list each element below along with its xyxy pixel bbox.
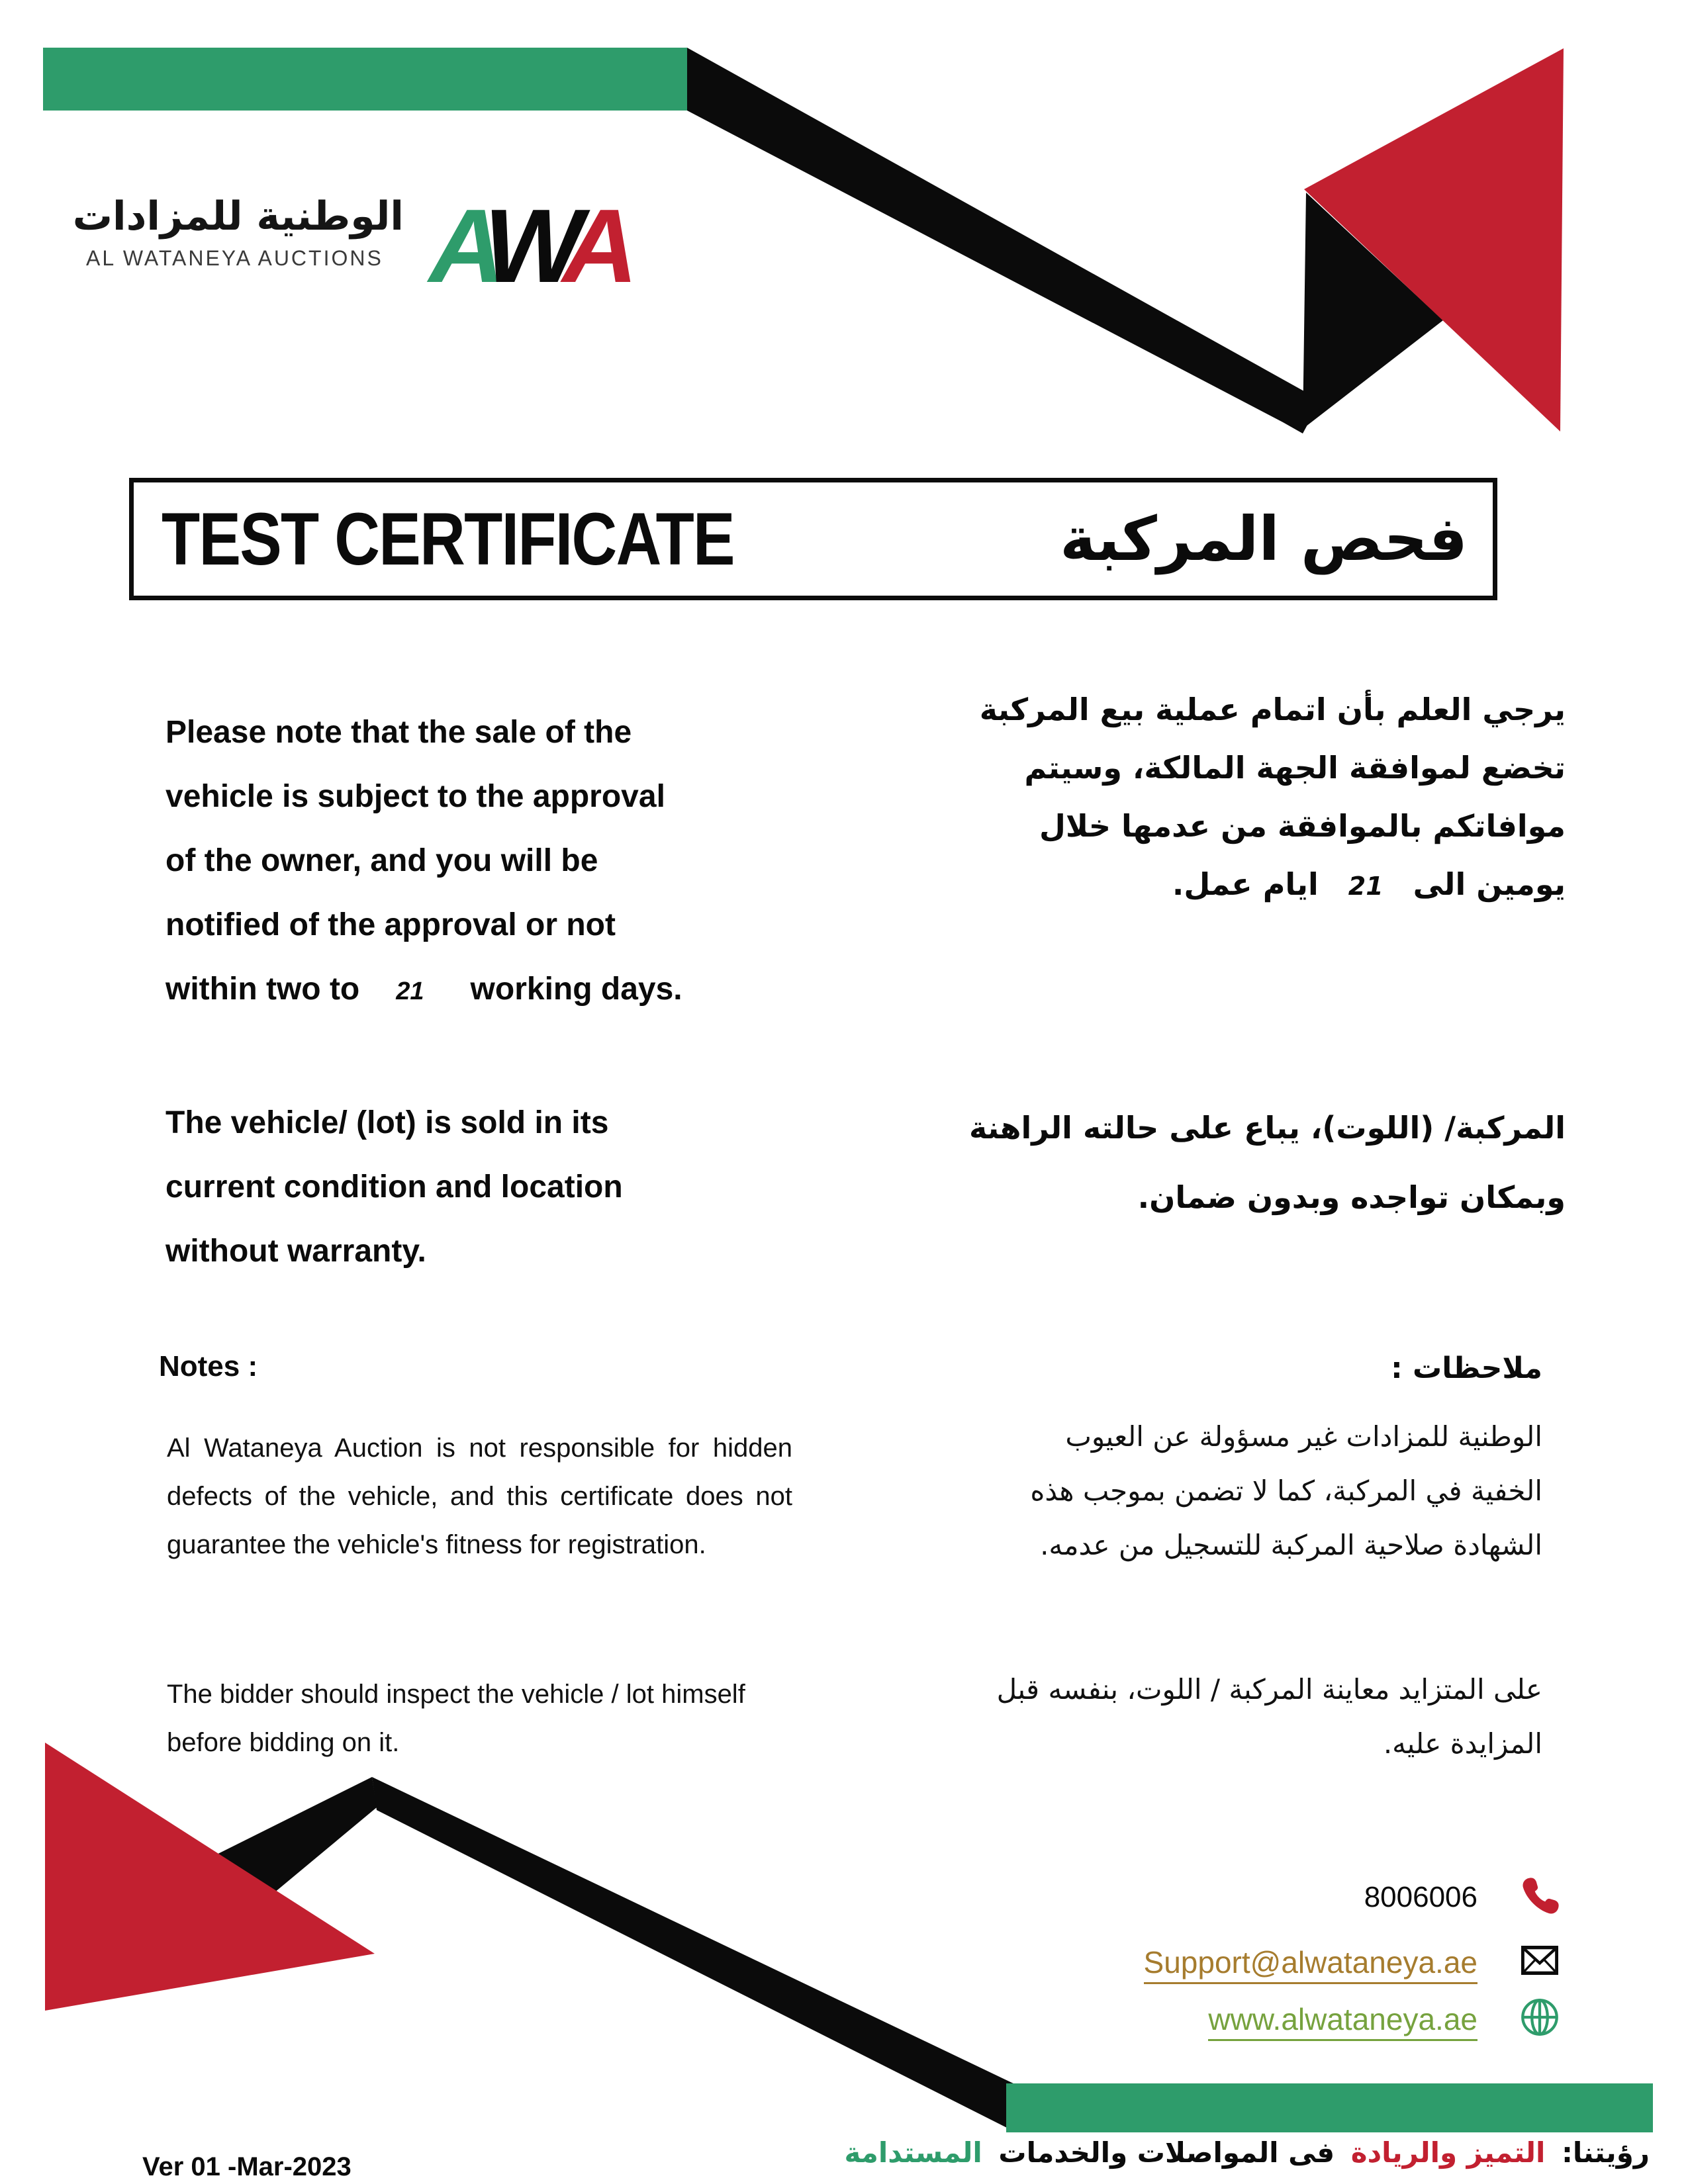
awa-monogram-logo [429,188,624,304]
text-line: على المتزايد معاينة المركبة / اللوت، بنفسه قبل [996,1673,1542,1706]
note-responsibility-english: Al Wataneya Auction is not responsible for hidden defects of the vehicle, and this certificate does not guarantee the vehicle's fitness for registration. [167,1433,792,1559]
support-email-row [1144,1944,1477,1984]
text-line: موافاتكم بالموافقة من عدمها خلال [1039,808,1566,844]
email-icon [1521,1946,1558,1975]
approval-paragraph-arabic [980,680,1566,915]
logo-letter-a-green: A [429,188,485,304]
days-suffix-ar: ايام عمل. [1172,866,1319,902]
notes-heading-english: Notes : [159,1350,258,1383]
note-inspection-arabic [997,1662,1542,1771]
text-line: المركبة/ (اللوت)، يباع على حالته الراهنة [968,1110,1566,1146]
support-email-link[interactable]: Support@alwataneya.ae [1144,1944,1477,1984]
text-line: الخفية في المركبة، كما لا تضمن بموجب هذه [1030,1475,1542,1507]
text-line: الوطنية للمزادات غير مسؤولة عن العيوب [1065,1420,1542,1453]
version-label: Ver 01 -Mar-2023 [142,2152,352,2181]
text-line [980,855,1566,915]
text-line: notified of the approval or not [165,907,616,942]
notes-heading-arabic: ملاحظات : [1391,1351,1542,1385]
days-suffix: working days. [470,972,682,1007]
approval-paragraph-english [165,700,682,1024]
website-link[interactable]: www.alwataneya.ae [1208,2001,1477,2041]
text-line: Please note that the sale of the [165,715,632,750]
text-line: current condition and location [165,1169,623,1205]
logo-letter-a-red: A [562,188,624,304]
title-arabic: فحص المركبة [1060,504,1468,574]
days-prefix-ar: يومين الى [1413,866,1566,902]
condition-paragraph-english [165,1091,623,1283]
text-line: without warranty. [165,1234,426,1269]
working-days-value-ar: 21 [1348,872,1383,901]
vision-statement [837,2136,1650,2169]
bottom-red-triangle [45,1743,375,2011]
working-days-value: 21 [396,978,424,1005]
title-english: TEST CERTIFICATE [162,498,734,580]
text-line: of the owner, and you will be [165,843,598,878]
top-green-bar [43,48,687,111]
vision-red-text: التميز والريادة [1350,2136,1546,2169]
company-logo-names [72,193,404,271]
phone-icon [1520,1876,1561,1917]
condition-paragraph-arabic [969,1093,1566,1232]
note-responsibility-arabic [1030,1410,1542,1572]
company-name-arabic: الوطنية للمزادات [72,193,404,240]
text-line: vehicle is subject to the approval [165,779,665,814]
text-line: The vehicle/ (lot) is sold in its [165,1105,609,1140]
note-inspection-english: The bidder should inspect the vehicle / lot himself before bidding on it. [167,1680,745,1757]
text-line: الشهادة صلاحية المركبة للتسجيل من عدمه. [1040,1529,1542,1561]
globe-icon [1520,1997,1560,2037]
logo-letter-w-black: W [484,188,563,304]
days-prefix: within two to [165,972,360,1007]
phone-number: 8006006 [1364,1881,1477,1913]
text-line: يرجي العلم بأن اتمام عملية بيع المركبة [979,692,1566,727]
bottom-green-bar [1006,2083,1653,2132]
vision-label: رؤيتنا: [1562,2136,1650,2169]
title-box [129,478,1497,600]
text-line: وبمكان تواجده وبدون ضمان. [1137,1179,1566,1215]
vision-green-text: المستدامة [844,2136,982,2169]
top-black-ribbon [687,48,1321,433]
company-name-english: AL WATANEYA AUCTIONS [86,246,383,270]
bottom-black-right-leg [372,1777,1016,2132]
text-line: تخضع لموافقة الجهة المالكة، وسيتم [1024,750,1566,786]
text-line [165,957,682,1024]
text-line: المزايدة عليه. [1383,1727,1542,1760]
website-row [1208,2001,1477,2041]
vision-middle-text: فى المواصلات والخدمات [998,2136,1335,2169]
